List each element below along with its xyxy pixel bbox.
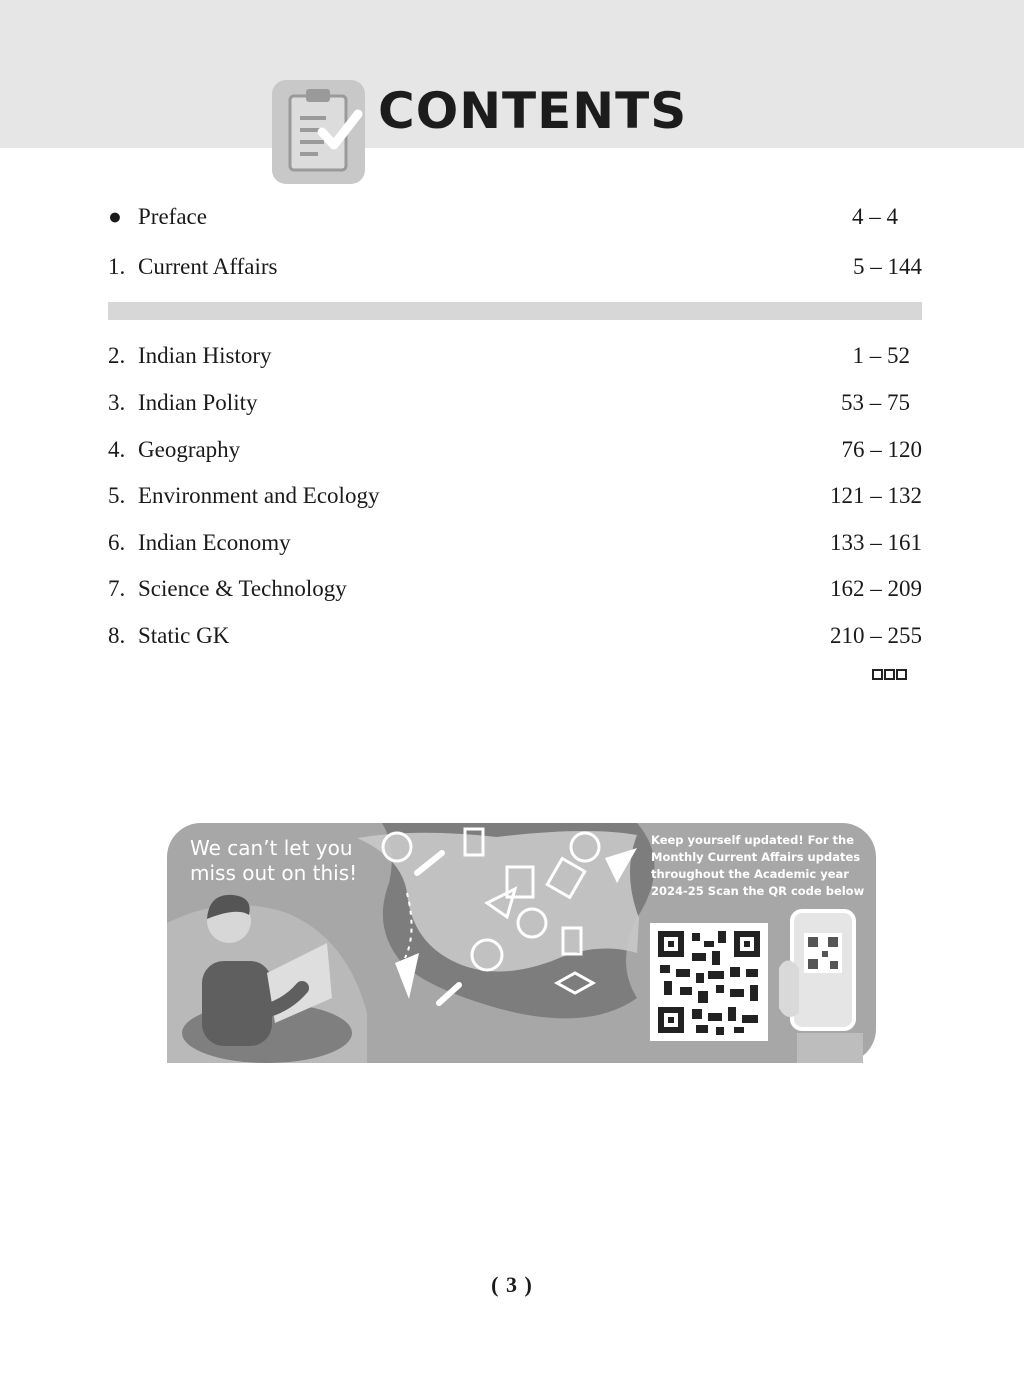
banner-headline: We can’t let you miss out on this! [190,836,358,885]
toc-row-geography [108,435,922,465]
toc-pages: 76 – 120 [841,437,922,462]
section-divider [108,302,922,320]
toc-title: Science & Technology [138,576,347,601]
toc-number: 5. [108,483,126,508]
toc-number: 6. [108,530,126,555]
toc-row-science-technology [108,574,922,604]
toc-pages: 133 – 161 [830,530,922,555]
toc-pages: 210 – 255 [830,623,922,648]
toc-number: 2. [108,343,126,368]
toc-row-current-affairs [108,252,922,282]
toc-pages: 53 – 75 [841,390,910,415]
toc-pages: 5 – 144 [853,254,922,279]
page-title: CONTENTS [378,82,688,140]
page-number: ( 3 ) [491,1272,533,1297]
toc-title: Indian History [138,343,272,368]
toc-pages: 1 – 52 [852,343,910,368]
clipboard-check-icon [272,80,365,184]
toc-pages: 162 – 209 [830,576,922,601]
banner-note: Keep yourself updated! For the Monthly Current Affairs updates throughout the Academic year 2024-25 Scan the QR code below [651,833,865,898]
toc-row-environment-ecology [108,481,922,511]
toc-bullet: ● [108,204,122,229]
toc-row-preface [108,202,922,232]
toc-row-indian-polity [108,388,922,418]
toc-title: Static GK [138,623,230,648]
toc-number: 7. [108,576,126,601]
toc-title: Indian Economy [138,530,291,555]
toc-pages: 121 – 132 [830,483,922,508]
toc-title: Geography [138,437,241,462]
toc-row-static-gk [108,621,922,651]
toc-row-indian-economy [108,528,922,558]
toc-row-indian-history [108,341,922,371]
toc-title: Preface [138,204,207,229]
end-marks [872,667,908,685]
toc-number: 8. [108,623,126,648]
toc-number: 4. [108,437,126,462]
toc-title: Indian Polity [138,390,258,415]
toc-number: 3. [108,390,126,415]
toc-pages: 4 – 4 [852,204,898,229]
toc-number: 1. [108,254,126,279]
toc-title: Current Affairs [138,254,278,279]
toc-title: Environment and Ecology [138,483,380,508]
